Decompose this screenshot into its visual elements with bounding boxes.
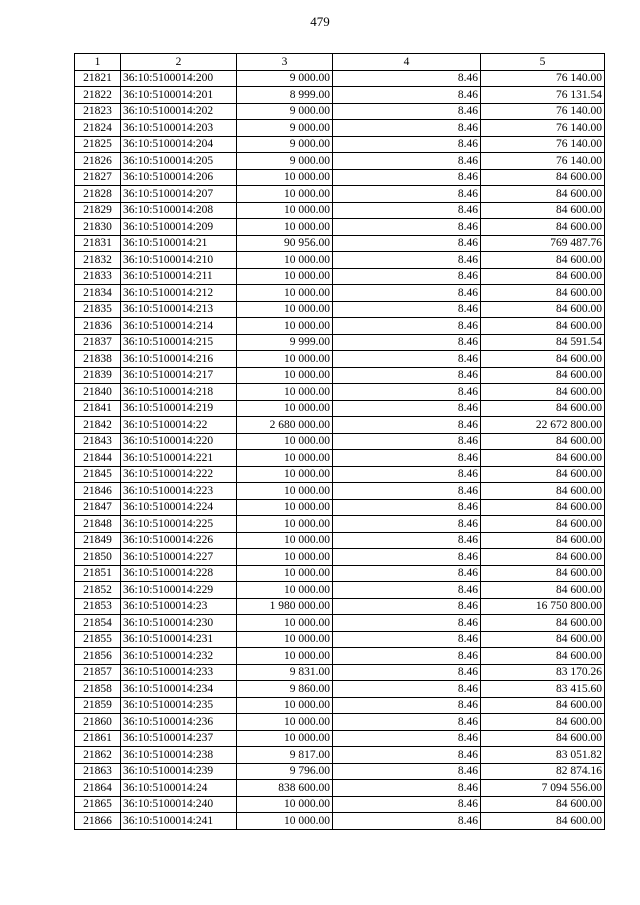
rate-cell: 8.46 [333, 631, 481, 648]
value-cell: 83 415.60 [481, 681, 605, 698]
rate-cell: 8.46 [333, 120, 481, 137]
table-row [75, 813, 605, 830]
cadastral-number-cell: 36:10:5100014:239 [121, 763, 237, 780]
value-cell: 84 600.00 [481, 450, 605, 467]
row-number-cell: 21859 [75, 697, 121, 714]
cadastral-number-cell: 36:10:5100014:200 [121, 70, 237, 87]
row-number-cell: 21857 [75, 664, 121, 681]
row-number-cell: 21849 [75, 532, 121, 549]
row-number-cell: 21850 [75, 549, 121, 566]
area-cell: 10 000.00 [237, 582, 333, 599]
cadastral-number-cell: 36:10:5100014:22 [121, 417, 237, 434]
area-cell: 10 000.00 [237, 499, 333, 516]
table-row [75, 153, 605, 170]
rate-cell: 8.46 [333, 483, 481, 500]
value-cell: 84 600.00 [481, 466, 605, 483]
row-number-cell: 21828 [75, 186, 121, 203]
cadastral-number-cell: 36:10:5100014:23 [121, 598, 237, 615]
rate-cell: 8.46 [333, 796, 481, 813]
cadastral-number-cell: 36:10:5100014:224 [121, 499, 237, 516]
area-cell: 10 000.00 [237, 285, 333, 302]
table-row [75, 87, 605, 104]
table-row [75, 285, 605, 302]
table-row [75, 70, 605, 87]
value-cell: 84 600.00 [481, 169, 605, 186]
value-cell: 769 487.76 [481, 235, 605, 252]
row-number-cell: 21858 [75, 681, 121, 698]
cadastral-number-cell: 36:10:5100014:227 [121, 549, 237, 566]
table-row [75, 714, 605, 731]
area-cell: 9 860.00 [237, 681, 333, 698]
row-number-cell: 21860 [75, 714, 121, 731]
value-cell: 84 600.00 [481, 796, 605, 813]
value-cell: 84 600.00 [481, 648, 605, 665]
row-number-cell: 21837 [75, 334, 121, 351]
table-row [75, 483, 605, 500]
table-row [75, 136, 605, 153]
value-cell: 84 600.00 [481, 400, 605, 417]
row-number-cell: 21847 [75, 499, 121, 516]
value-cell: 84 600.00 [481, 202, 605, 219]
rate-cell: 8.46 [333, 186, 481, 203]
value-cell: 84 600.00 [481, 318, 605, 335]
value-cell: 84 600.00 [481, 219, 605, 236]
row-number-cell: 21827 [75, 169, 121, 186]
row-number-cell: 21864 [75, 780, 121, 797]
rate-cell: 8.46 [333, 532, 481, 549]
row-number-cell: 21856 [75, 648, 121, 665]
rate-cell: 8.46 [333, 202, 481, 219]
value-cell: 22 672 800.00 [481, 417, 605, 434]
cadastral-number-cell: 36:10:5100014:206 [121, 169, 237, 186]
table-row [75, 417, 605, 434]
value-cell: 84 600.00 [481, 433, 605, 450]
value-cell: 84 600.00 [481, 615, 605, 632]
row-number-cell: 21865 [75, 796, 121, 813]
rate-cell: 8.46 [333, 285, 481, 302]
row-number-cell: 21823 [75, 103, 121, 120]
row-number-cell: 21841 [75, 400, 121, 417]
table-row [75, 367, 605, 384]
register-table [74, 53, 605, 830]
row-number-cell: 21862 [75, 747, 121, 764]
table-row [75, 516, 605, 533]
row-number-cell: 21840 [75, 384, 121, 401]
cadastral-number-cell: 36:10:5100014:210 [121, 252, 237, 269]
value-cell: 84 600.00 [481, 301, 605, 318]
value-cell: 84 600.00 [481, 813, 605, 830]
area-cell: 9 000.00 [237, 153, 333, 170]
column-header-2: 2 [121, 54, 237, 71]
cadastral-number-cell: 36:10:5100014:213 [121, 301, 237, 318]
value-cell: 84 600.00 [481, 499, 605, 516]
value-cell: 16 750 800.00 [481, 598, 605, 615]
row-number-cell: 21852 [75, 582, 121, 599]
row-number-cell: 21833 [75, 268, 121, 285]
header-row [75, 54, 605, 71]
table-row [75, 186, 605, 203]
rate-cell: 8.46 [333, 235, 481, 252]
area-cell: 10 000.00 [237, 516, 333, 533]
value-cell: 84 600.00 [481, 483, 605, 500]
rate-cell: 8.46 [333, 598, 481, 615]
cadastral-number-cell: 36:10:5100014:222 [121, 466, 237, 483]
value-cell: 76 140.00 [481, 70, 605, 87]
area-cell: 10 000.00 [237, 219, 333, 236]
rate-cell: 8.46 [333, 169, 481, 186]
table-row [75, 796, 605, 813]
value-cell: 76 131.54 [481, 87, 605, 104]
cadastral-number-cell: 36:10:5100014:221 [121, 450, 237, 467]
table-row [75, 351, 605, 368]
row-number-cell: 21842 [75, 417, 121, 434]
value-cell: 84 600.00 [481, 285, 605, 302]
rate-cell: 8.46 [333, 219, 481, 236]
rate-cell: 8.46 [333, 268, 481, 285]
area-cell: 10 000.00 [237, 450, 333, 467]
table-row [75, 631, 605, 648]
cadastral-number-cell: 36:10:5100014:207 [121, 186, 237, 203]
area-cell: 10 000.00 [237, 318, 333, 335]
table-row [75, 763, 605, 780]
area-cell: 10 000.00 [237, 186, 333, 203]
cadastral-number-cell: 36:10:5100014:202 [121, 103, 237, 120]
area-cell: 10 000.00 [237, 631, 333, 648]
table-row [75, 565, 605, 582]
rate-cell: 8.46 [333, 582, 481, 599]
area-cell: 10 000.00 [237, 367, 333, 384]
row-number-cell: 21829 [75, 202, 121, 219]
table-header [75, 54, 605, 71]
area-cell: 10 000.00 [237, 466, 333, 483]
row-number-cell: 21836 [75, 318, 121, 335]
cadastral-number-cell: 36:10:5100014:225 [121, 516, 237, 533]
cadastral-number-cell: 36:10:5100014:214 [121, 318, 237, 335]
rate-cell: 8.46 [333, 318, 481, 335]
value-cell: 84 600.00 [481, 549, 605, 566]
cadastral-number-cell: 36:10:5100014:208 [121, 202, 237, 219]
value-cell: 84 600.00 [481, 186, 605, 203]
cadastral-number-cell: 36:10:5100014:205 [121, 153, 237, 170]
area-cell: 10 000.00 [237, 813, 333, 830]
cadastral-number-cell: 36:10:5100014:226 [121, 532, 237, 549]
cadastral-number-cell: 36:10:5100014:241 [121, 813, 237, 830]
cadastral-number-cell: 36:10:5100014:201 [121, 87, 237, 104]
cadastral-number-cell: 36:10:5100014:24 [121, 780, 237, 797]
rate-cell: 8.46 [333, 153, 481, 170]
cadastral-number-cell: 36:10:5100014:218 [121, 384, 237, 401]
row-number-cell: 21844 [75, 450, 121, 467]
rate-cell: 8.46 [333, 747, 481, 764]
rate-cell: 8.46 [333, 648, 481, 665]
row-number-cell: 21822 [75, 87, 121, 104]
table-row [75, 615, 605, 632]
area-cell: 9 000.00 [237, 70, 333, 87]
value-cell: 84 600.00 [481, 565, 605, 582]
area-cell: 9 000.00 [237, 136, 333, 153]
table-row [75, 549, 605, 566]
cadastral-number-cell: 36:10:5100014:204 [121, 136, 237, 153]
area-cell: 10 000.00 [237, 202, 333, 219]
value-cell: 84 600.00 [481, 697, 605, 714]
rate-cell: 8.46 [333, 466, 481, 483]
table-row [75, 681, 605, 698]
row-number-cell: 21853 [75, 598, 121, 615]
cadastral-number-cell: 36:10:5100014:216 [121, 351, 237, 368]
cadastral-number-cell: 36:10:5100014:235 [121, 697, 237, 714]
rate-cell: 8.46 [333, 549, 481, 566]
row-number-cell: 21863 [75, 763, 121, 780]
table-row [75, 301, 605, 318]
table-row [75, 120, 605, 137]
table-row [75, 598, 605, 615]
rate-cell: 8.46 [333, 367, 481, 384]
area-cell: 10 000.00 [237, 301, 333, 318]
table-row [75, 202, 605, 219]
rate-cell: 8.46 [333, 103, 481, 120]
area-cell: 10 000.00 [237, 648, 333, 665]
table-row [75, 169, 605, 186]
cadastral-number-cell: 36:10:5100014:228 [121, 565, 237, 582]
table-row [75, 219, 605, 236]
cadastral-number-cell: 36:10:5100014:236 [121, 714, 237, 731]
rate-cell: 8.46 [333, 763, 481, 780]
row-number-cell: 21848 [75, 516, 121, 533]
value-cell: 83 170.26 [481, 664, 605, 681]
value-cell: 84 600.00 [481, 351, 605, 368]
area-cell: 10 000.00 [237, 400, 333, 417]
table-row [75, 582, 605, 599]
area-cell: 1 980 000.00 [237, 598, 333, 615]
value-cell: 84 600.00 [481, 384, 605, 401]
value-cell: 84 600.00 [481, 367, 605, 384]
row-number-cell: 21835 [75, 301, 121, 318]
rate-cell: 8.46 [333, 450, 481, 467]
rate-cell: 8.46 [333, 417, 481, 434]
rate-cell: 8.46 [333, 87, 481, 104]
value-cell: 84 600.00 [481, 730, 605, 747]
value-cell: 84 600.00 [481, 252, 605, 269]
row-number-cell: 21825 [75, 136, 121, 153]
row-number-cell: 21830 [75, 219, 121, 236]
area-cell: 838 600.00 [237, 780, 333, 797]
area-cell: 10 000.00 [237, 532, 333, 549]
rate-cell: 8.46 [333, 252, 481, 269]
rate-cell: 8.46 [333, 516, 481, 533]
table-row [75, 400, 605, 417]
row-number-cell: 21826 [75, 153, 121, 170]
rate-cell: 8.46 [333, 70, 481, 87]
cadastral-number-cell: 36:10:5100014:215 [121, 334, 237, 351]
table-row [75, 466, 605, 483]
table-row [75, 268, 605, 285]
value-cell: 84 591.54 [481, 334, 605, 351]
area-cell: 8 999.00 [237, 87, 333, 104]
area-cell: 10 000.00 [237, 549, 333, 566]
value-cell: 76 140.00 [481, 153, 605, 170]
table-row [75, 730, 605, 747]
column-header-3: 3 [237, 54, 333, 71]
row-number-cell: 21831 [75, 235, 121, 252]
value-cell: 84 600.00 [481, 516, 605, 533]
table-body [75, 70, 605, 829]
row-number-cell: 21821 [75, 70, 121, 87]
row-number-cell: 21855 [75, 631, 121, 648]
row-number-cell: 21834 [75, 285, 121, 302]
cadastral-number-cell: 36:10:5100014:212 [121, 285, 237, 302]
area-cell: 10 000.00 [237, 730, 333, 747]
area-cell: 10 000.00 [237, 615, 333, 632]
value-cell: 84 600.00 [481, 582, 605, 599]
table-row [75, 235, 605, 252]
rate-cell: 8.46 [333, 730, 481, 747]
cadastral-number-cell: 36:10:5100014:238 [121, 747, 237, 764]
cadastral-number-cell: 36:10:5100014:240 [121, 796, 237, 813]
row-number-cell: 21846 [75, 483, 121, 500]
row-number-cell: 21866 [75, 813, 121, 830]
rate-cell: 8.46 [333, 334, 481, 351]
cadastral-number-cell: 36:10:5100014:223 [121, 483, 237, 500]
table-row [75, 384, 605, 401]
table-row [75, 780, 605, 797]
area-cell: 10 000.00 [237, 268, 333, 285]
rate-cell: 8.46 [333, 384, 481, 401]
rate-cell: 8.46 [333, 565, 481, 582]
area-cell: 9 999.00 [237, 334, 333, 351]
area-cell: 2 680 000.00 [237, 417, 333, 434]
rate-cell: 8.46 [333, 433, 481, 450]
cadastral-number-cell: 36:10:5100014:203 [121, 120, 237, 137]
rate-cell: 8.46 [333, 813, 481, 830]
rate-cell: 8.46 [333, 714, 481, 731]
value-cell: 82 874.16 [481, 763, 605, 780]
area-cell: 9 000.00 [237, 103, 333, 120]
rate-cell: 8.46 [333, 664, 481, 681]
table-row [75, 499, 605, 516]
area-cell: 10 000.00 [237, 483, 333, 500]
area-cell: 90 956.00 [237, 235, 333, 252]
table-row [75, 318, 605, 335]
row-number-cell: 21845 [75, 466, 121, 483]
table-row [75, 747, 605, 764]
area-cell: 10 000.00 [237, 714, 333, 731]
area-cell: 10 000.00 [237, 252, 333, 269]
value-cell: 84 600.00 [481, 268, 605, 285]
area-cell: 10 000.00 [237, 796, 333, 813]
rate-cell: 8.46 [333, 136, 481, 153]
rate-cell: 8.46 [333, 400, 481, 417]
column-header-1: 1 [75, 54, 121, 71]
table-row [75, 433, 605, 450]
row-number-cell: 21832 [75, 252, 121, 269]
area-cell: 9 000.00 [237, 120, 333, 137]
area-cell: 10 000.00 [237, 433, 333, 450]
cadastral-number-cell: 36:10:5100014:229 [121, 582, 237, 599]
value-cell: 84 600.00 [481, 532, 605, 549]
value-cell: 83 051.82 [481, 747, 605, 764]
value-cell: 76 140.00 [481, 120, 605, 137]
rate-cell: 8.46 [333, 499, 481, 516]
row-number-cell: 21851 [75, 565, 121, 582]
page-number: 479 [310, 14, 330, 29]
row-number-cell: 21839 [75, 367, 121, 384]
row-number-cell: 21843 [75, 433, 121, 450]
cadastral-number-cell: 36:10:5100014:233 [121, 664, 237, 681]
value-cell: 76 140.00 [481, 136, 605, 153]
table-row [75, 450, 605, 467]
area-cell: 9 831.00 [237, 664, 333, 681]
value-cell: 84 600.00 [481, 631, 605, 648]
area-cell: 10 000.00 [237, 697, 333, 714]
row-number-cell: 21838 [75, 351, 121, 368]
cadastral-number-cell: 36:10:5100014:220 [121, 433, 237, 450]
area-cell: 10 000.00 [237, 169, 333, 186]
rate-cell: 8.46 [333, 780, 481, 797]
cadastral-number-cell: 36:10:5100014:217 [121, 367, 237, 384]
cadastral-number-cell: 36:10:5100014:231 [121, 631, 237, 648]
area-cell: 10 000.00 [237, 351, 333, 368]
row-number-cell: 21824 [75, 120, 121, 137]
value-cell: 7 094 556.00 [481, 780, 605, 797]
column-header-4: 4 [333, 54, 481, 71]
area-cell: 10 000.00 [237, 565, 333, 582]
cadastral-number-cell: 36:10:5100014:234 [121, 681, 237, 698]
table-row [75, 697, 605, 714]
area-cell: 9 817.00 [237, 747, 333, 764]
rate-cell: 8.46 [333, 697, 481, 714]
table-row [75, 252, 605, 269]
rate-cell: 8.46 [333, 615, 481, 632]
cadastral-number-cell: 36:10:5100014:211 [121, 268, 237, 285]
cadastral-number-cell: 36:10:5100014:230 [121, 615, 237, 632]
cadastral-number-cell: 36:10:5100014:237 [121, 730, 237, 747]
table-row [75, 648, 605, 665]
row-number-cell: 21854 [75, 615, 121, 632]
value-cell: 76 140.00 [481, 103, 605, 120]
value-cell: 84 600.00 [481, 714, 605, 731]
table-row [75, 664, 605, 681]
cadastral-number-cell: 36:10:5100014:232 [121, 648, 237, 665]
cadastral-number-cell: 36:10:5100014:219 [121, 400, 237, 417]
column-header-5: 5 [481, 54, 605, 71]
table-row [75, 334, 605, 351]
rate-cell: 8.46 [333, 351, 481, 368]
row-number-cell: 21861 [75, 730, 121, 747]
cadastral-number-cell: 36:10:5100014:21 [121, 235, 237, 252]
table-row [75, 103, 605, 120]
rate-cell: 8.46 [333, 681, 481, 698]
area-cell: 10 000.00 [237, 384, 333, 401]
table-row [75, 532, 605, 549]
area-cell: 9 796.00 [237, 763, 333, 780]
cadastral-number-cell: 36:10:5100014:209 [121, 219, 237, 236]
rate-cell: 8.46 [333, 301, 481, 318]
